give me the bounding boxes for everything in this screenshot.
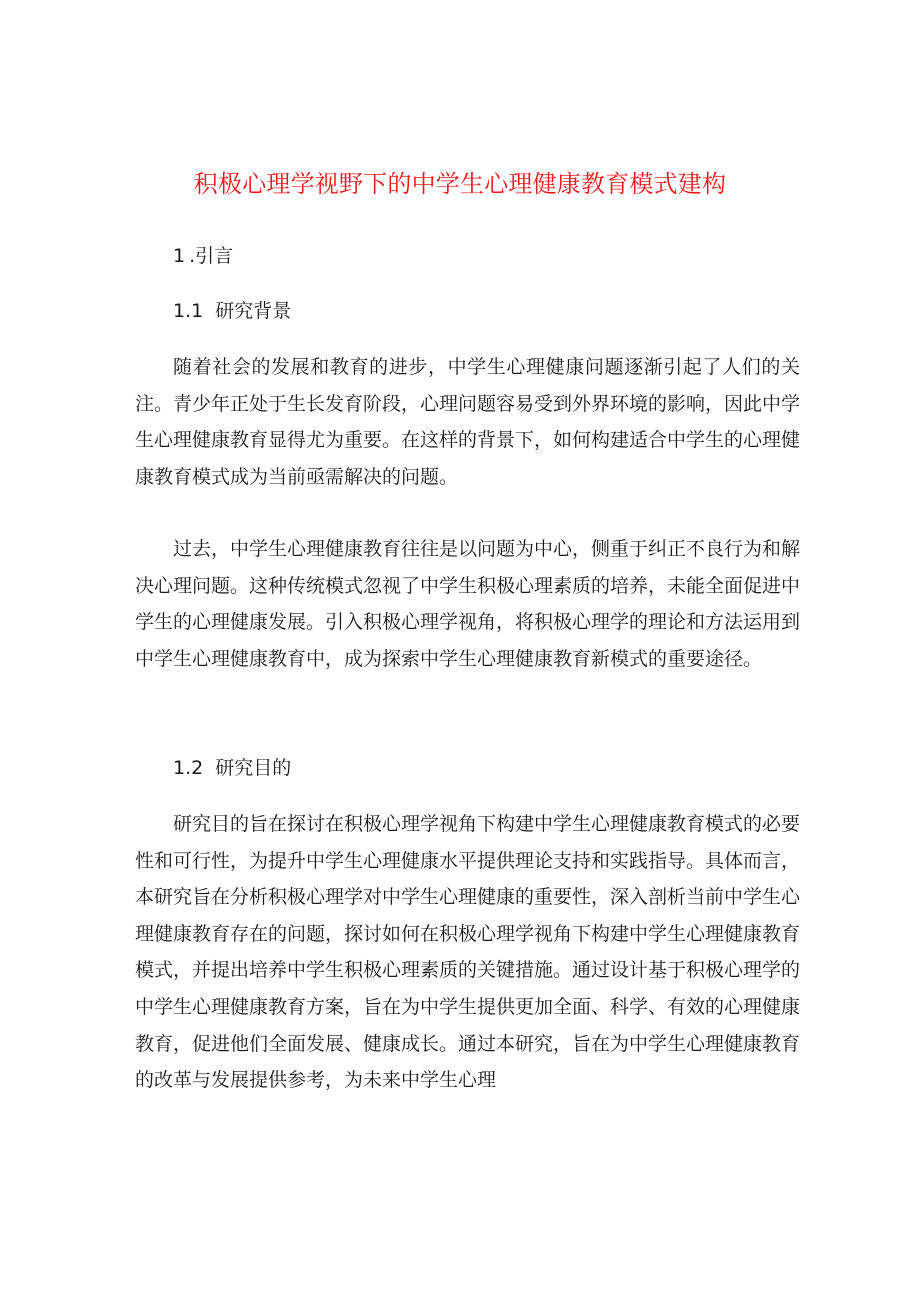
section-heading-background [173, 297, 291, 325]
section-number: 1 [173, 245, 186, 267]
section-label: .引言 [189, 245, 234, 267]
section-heading-intro [173, 242, 233, 270]
paragraph-background-1: 随着社会的发展和教育的进步，中学生心理健康问题逐渐引起了人们的关注。青少年正处于生长发育阶段，心理问题容易受到外界环境的影响，因此中学生心理健康教育显得尤为重要。在这样的背景下，如何构建适合中学生的心理健康教育模式成为当前亟需解决的问题。 [135, 356, 801, 488]
document-title: 积极心理学视野下的中学生心理健康教育模式建构 [193, 170, 727, 198]
section-label: 研究背景 [215, 300, 292, 322]
paragraph-background-2: 过去，中学生心理健康教育往往是以问题为中心，侧重于纠正不良行为和解决心理问题。这种传统模式忽视了中学生积极心理素质的培养，未能全面促进中学生的心理健康发展。引入积极心理学视角，将积极心理学的理论和方法运用到中学生心理健康教育中，成为探索中学生心理健康教育新模式的重要途径。 [135, 538, 801, 670]
paragraph-purpose-1: 研究目的旨在探讨在积极心理学视角下构建中学生心理健康教育模式的必要性和可行性，为提升中学生心理健康水平提供理论支持和实践指导。具体而言，本研究旨在分析积极心理学对中学生心理健康的重要性，深入剖析当前中学生心理健康教育存在的问题，探讨如何在积极心理学视角下构建中学生心理健康教育模式，并提出培养中学生积极心理素质的关键措施。通过设计基于积极心理学的中学生心理健康教育方案，旨在为中学生提供更加全面、科学、有效的心理健康教育，促进他们全面发展、健康成长。通过本研究，旨在为中学生心理健康教育的改革与发展提供参考，为未来中学生心理 [135, 813, 801, 1092]
section-number: 1.2 [173, 757, 204, 779]
section-heading-purpose [173, 754, 291, 782]
section-label: 研究目的 [215, 757, 292, 779]
section-number: 1.1 [173, 300, 204, 322]
